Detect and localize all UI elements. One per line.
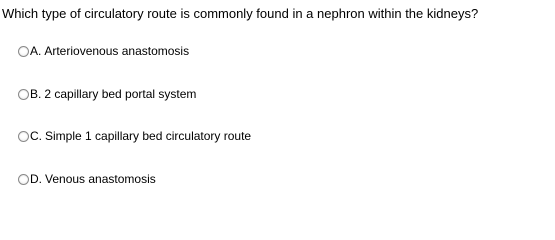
option-letter: B.	[30, 87, 42, 101]
option-label: Arteriovenous anastomosis	[44, 44, 190, 58]
option-label: 2 capillary bed portal system	[44, 87, 197, 101]
option-letter: D.	[30, 172, 42, 186]
option-d[interactable]	[18, 171, 156, 187]
radio-button-d[interactable]	[18, 174, 29, 185]
radio-button-b[interactable]	[18, 89, 29, 100]
radio-button-a[interactable]	[18, 46, 29, 57]
option-letter: A.	[30, 44, 42, 58]
option-a[interactable]	[18, 43, 189, 59]
radio-button-c[interactable]	[18, 131, 29, 142]
option-label: Venous anastomosis	[45, 172, 156, 186]
option-b[interactable]	[18, 86, 196, 102]
question-text: Which type of circulatory route is commonly found in a nephron within the kidneys?	[2, 6, 479, 21]
option-c[interactable]	[18, 128, 251, 144]
option-letter: C.	[30, 129, 42, 143]
option-label: Simple 1 capillary bed circulatory route	[45, 129, 252, 143]
